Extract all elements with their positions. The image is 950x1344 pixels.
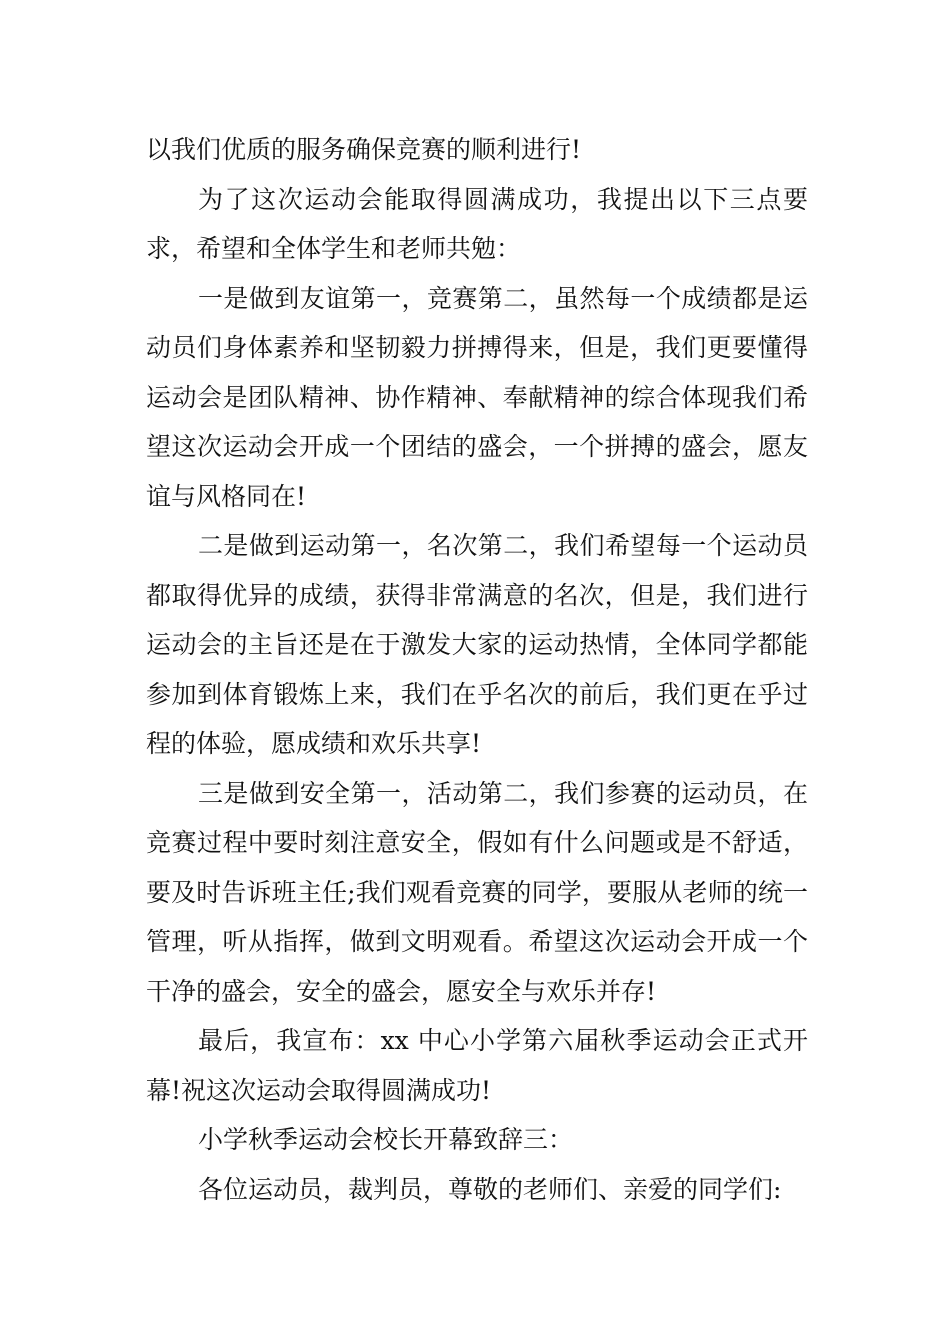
paragraph-2: 为了这次运动会能取得圆满成功，我提出以下三点要求，希望和全体学生和老师共勉： — [146, 184, 808, 263]
paragraph-3: 一是做到友谊第一，竞赛第二，虽然每一个成绩都是运动员们身体素养和坚韧毅力拼搏得来，但是，我们更要懂得运动会是团队精神、协作精神、奉献精神的综合体现我们希望这次运动会开成一个团结的盛会，一个拼搏的盛会，愿友谊与风格同在! — [146, 283, 808, 511]
paragraph-6: 最后，我宣布：xx 中心小学第六届秋季运动会正式开幕!祝这次运动会取得圆满成功! — [146, 1026, 808, 1105]
paragraph-5: 三是做到安全第一，活动第二，我们参赛的运动员，在竞赛过程中要时刻注意安全，假如有什么问题或是不舒适，要及时告诉班主任;我们观看竞赛的同学，要服从老师的统一管理，听从指挥，做到文明观看。希望这次运动会开成一个干净的盛会，安全的盛会，愿安全与欢乐并存! — [146, 778, 808, 1006]
paragraph-1: 以我们优质的服务确保竞赛的顺利进行! — [146, 135, 582, 164]
paragraph-7: 小学秋季运动会校长开幕致辞三： — [198, 1125, 574, 1154]
document-body — [146, 125, 808, 1214]
paragraph-8: 各位运动员，裁判员，尊敬的老师们、亲爱的同学们: — [198, 1174, 782, 1204]
paragraph-4: 二是做到运动第一，名次第二，我们希望每一个运动员都取得优异的成绩，获得非常满意的名次，但是，我们进行运动会的主旨还是在于激发大家的运动热情，全体同学都能参加到体育锻炼上来，我们在乎名次的前后，我们更在乎过程的体验，愿成绩和欢乐共享! — [146, 531, 808, 758]
